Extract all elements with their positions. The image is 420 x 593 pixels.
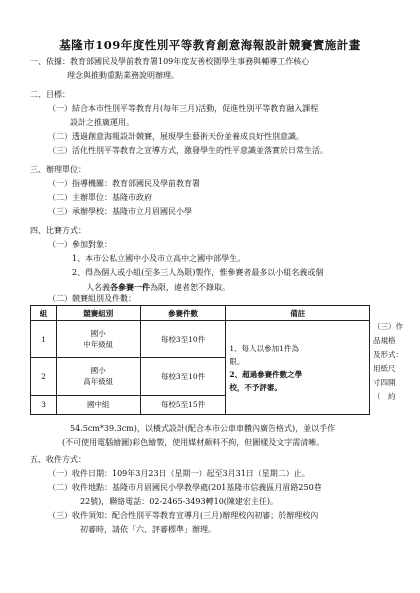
section-4-item-2-cont	[86, 282, 230, 293]
table-row	[31, 321, 370, 358]
note-1a: 1、每人以參加1件為	[229, 343, 299, 353]
table-header-row	[31, 306, 370, 321]
section-2-label: 二、目標：	[30, 90, 70, 99]
side-spec-3: 及形式：	[373, 350, 403, 359]
section-2-item-3: （三）活化性別平等教育之宣導方式，激發學生的性平意識並落實於日常生活。	[48, 146, 328, 155]
section-4-item-1: 1、本市公私立國中小及市立高中之國中部學生。	[72, 254, 246, 263]
table-cell-no: 1	[31, 321, 57, 358]
section-3-item-2: （二）主辦單位：基隆市政府	[48, 193, 152, 202]
table-header-group: 競賽組別	[56, 306, 140, 321]
section-4-item-2-post: 為限，違者恕不錄取。	[150, 283, 230, 292]
table-cell-group	[56, 358, 140, 395]
side-spec-4: 用紙尺	[373, 364, 396, 373]
section-1-label: 一、依據：	[30, 57, 70, 66]
section-4-item-2-bold: 各參賽一件	[110, 282, 150, 292]
side-spec-2: 品規格	[373, 336, 396, 345]
note-1b: 限。	[229, 356, 245, 366]
table-cell-count: 每校5至15件	[140, 395, 226, 414]
table-cell-no: 3	[31, 395, 57, 414]
document-title: 基隆市109年度性別平等教育創意海報設計競賽實施計畫	[59, 38, 361, 52]
table-header-note: 備註	[226, 306, 370, 321]
section-2-item-1: （一）結合本市性別平等教育月(每年三月)活動，促進性別平等教育融入課程	[48, 104, 319, 113]
section-5-label: 五、收件方式：	[30, 455, 86, 464]
table-cell-count: 每校3至10件	[140, 358, 226, 395]
group-line-1: 國小	[90, 366, 106, 376]
note-2b: 校，不予評審。	[229, 382, 282, 392]
side-spec-1: （三）作	[373, 322, 403, 331]
table-cell-no: 2	[31, 358, 57, 395]
section-5-item-3-cont: 初審時，請依「六、評審標準」辦理。	[80, 525, 216, 534]
spec-line-1: 54.5cm*39.3cm)，以橫式設計(配合本市公車車體內廣告格式)，並以手作	[70, 424, 336, 433]
section-5-item-3: （三）收件須知：配合性別平等教育宣導月(三月)辦理校內初審；於辦理校內	[48, 511, 319, 520]
side-spec-5: 寸四開	[373, 378, 396, 387]
section-3-item-3: （三）承辦學校：基隆市立月眉國民小學	[48, 207, 192, 216]
table-cell-group: 國中組	[56, 395, 140, 414]
table-header-no: 組	[31, 306, 57, 321]
competition-table	[30, 305, 370, 415]
section-5-item-1: （一）收件日期：109年3月23日（星期一）起至3月31日（星期二）止。	[48, 469, 310, 478]
section-4-sub-1: （一）參加對象：	[48, 240, 112, 249]
section-5-item-2: （二）收件地點：基隆市月眉國民小學教學處(201基隆市信義區月眉路250巷	[48, 483, 322, 492]
table-header-count: 參賽件數	[140, 306, 226, 321]
section-4-item-2: 2、得為個人或小組(至多三人為限)製作，惟參賽者最多以小組名義或個	[72, 268, 324, 277]
side-spec-6: （ 約	[373, 392, 396, 401]
table-cell-group	[56, 321, 140, 358]
table-cell-note	[226, 321, 370, 415]
group-line-1: 國小	[90, 329, 106, 339]
group-line-2: 中年級組	[83, 340, 114, 350]
spec-line-2: (不可使用電腦繪圖)彩色繪製，使用媒材顏料不拘，但圖樣及文字需清晰。	[62, 438, 325, 447]
section-5-item-2-cont: 22號)，聯絡電話：02-2465-3493轉10(陳建宏主任)。	[80, 497, 279, 506]
group-line-2: 高年級組	[83, 377, 114, 387]
section-2-item-1-cont: 設計之推廣運用。	[70, 118, 134, 127]
section-3-label: 三、辦理單位：	[30, 165, 86, 174]
section-2-item-2: （二）透過創意海報設計競賽，展現學生藝術天份並養成良好性別意識。	[48, 132, 304, 141]
section-1-text-1: 教育部國民及學前教育署109年度友善校園學生事務與輔導工作核心	[70, 57, 310, 66]
section-3-item-1: （一）指導機關：教育部國民及學前教育署	[48, 179, 200, 188]
table-cell-count: 每校3至10件	[140, 321, 226, 358]
note-2a: 2、超過參賽件數之學	[229, 369, 303, 379]
section-1-text-2: 理念與推動重點業務說明辦理。	[67, 71, 179, 80]
section-4-label: 四、比賽方式：	[30, 226, 86, 235]
section-1-line-1	[30, 57, 309, 67]
section-4-sub-2: （二）競賽組別及件數：	[48, 294, 136, 303]
section-4-item-2-pre: 人名義	[86, 283, 110, 292]
